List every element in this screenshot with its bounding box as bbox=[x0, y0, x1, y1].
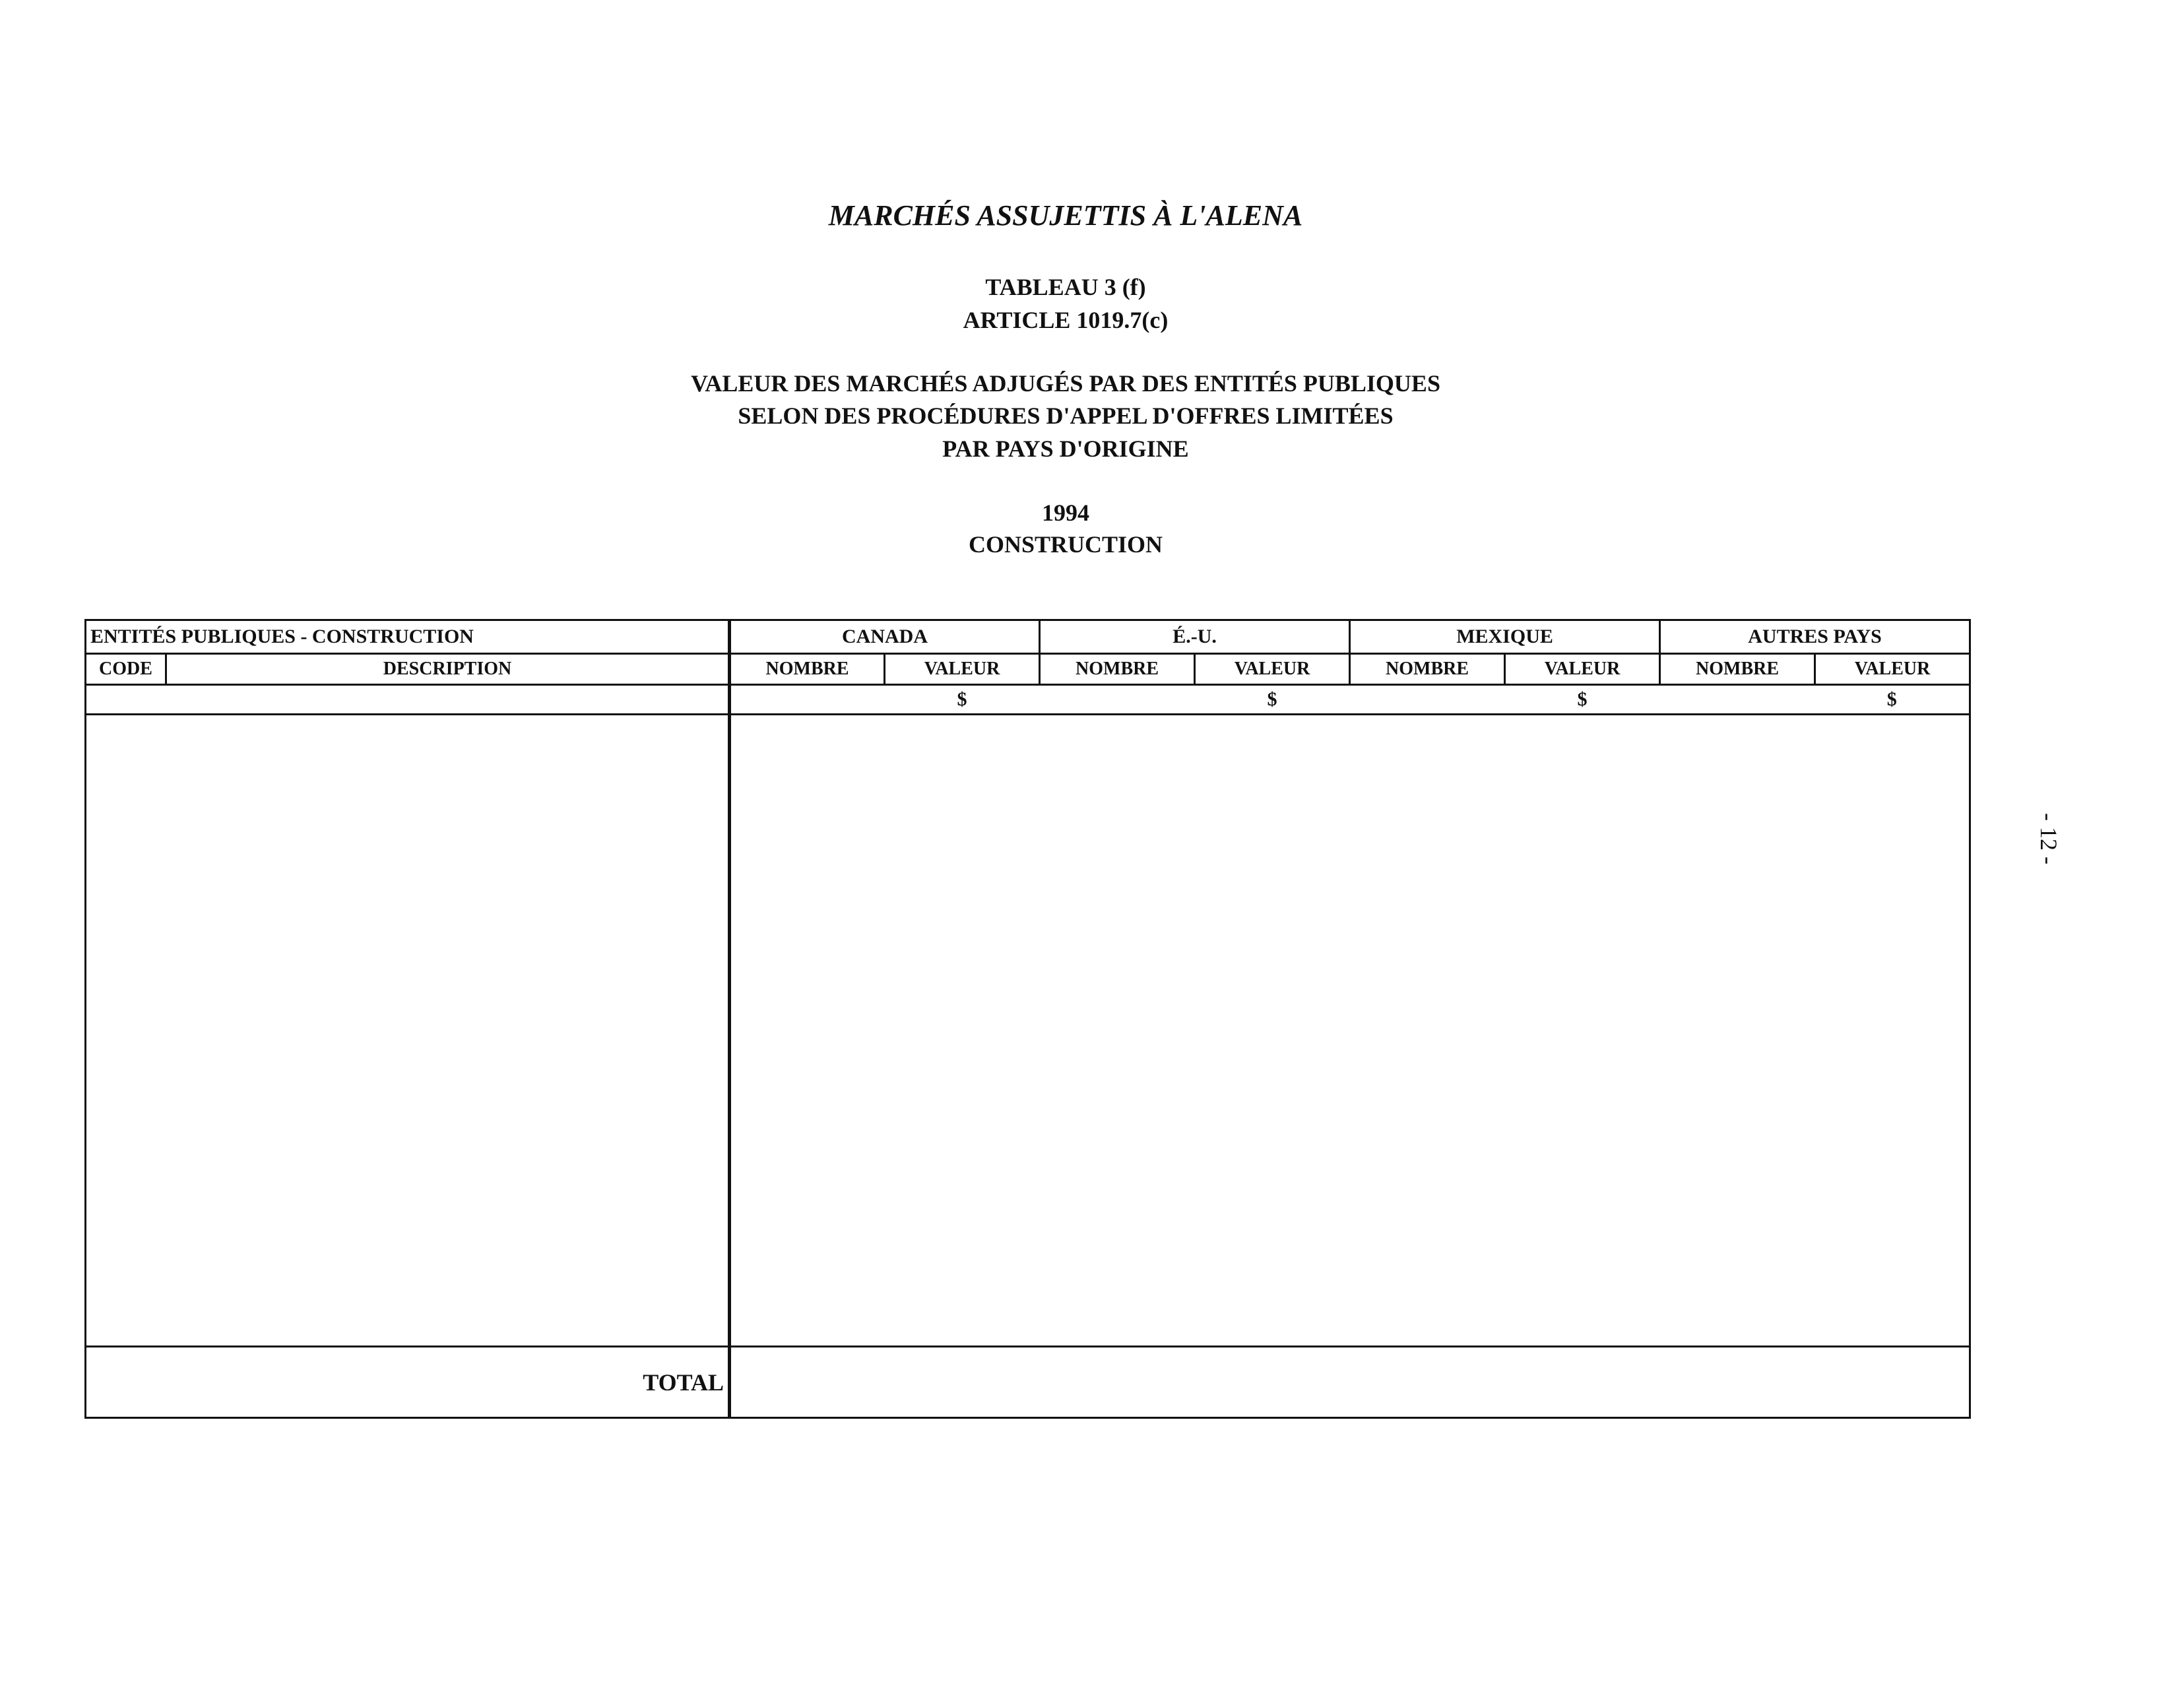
page-number: - 12 - bbox=[2036, 813, 2062, 864]
other-currency-symbol: $ bbox=[1815, 685, 1970, 715]
table-body-empty bbox=[86, 715, 1970, 1347]
canada-count-header: NOMBRE bbox=[730, 654, 885, 685]
other-count-header: NOMBRE bbox=[1660, 654, 1815, 685]
currency-units-row bbox=[86, 685, 1970, 715]
other-count-unit bbox=[1660, 685, 1815, 715]
table-label: TABLEAU 3 (f) bbox=[985, 274, 1146, 300]
canada-value-header: VALEUR bbox=[885, 654, 1040, 685]
canada-count-unit bbox=[730, 685, 885, 715]
table-header-row-1 bbox=[86, 620, 1970, 654]
usa-currency-symbol: $ bbox=[1195, 685, 1350, 715]
usa-count-header: NOMBRE bbox=[1040, 654, 1195, 685]
subtitle-line-1: VALEUR DES MARCHÉS ADJUGÉS PAR DES ENTITÉS PUBLIQUES bbox=[691, 370, 1440, 397]
country-header-other: AUTRES PAYS bbox=[1660, 620, 1970, 654]
procurement-table bbox=[84, 619, 1971, 1419]
canada-currency-symbol: $ bbox=[885, 685, 1040, 715]
sector-label: CONSTRUCTION bbox=[968, 531, 1163, 558]
country-header-usa: É.-U. bbox=[1040, 620, 1350, 654]
values-body-cell bbox=[730, 715, 1970, 1347]
total-row bbox=[86, 1347, 1970, 1418]
code-header: CODE bbox=[86, 654, 166, 685]
description-header: DESCRIPTION bbox=[166, 654, 730, 685]
mexico-count-header: NOMBRE bbox=[1350, 654, 1505, 685]
document-title: MARCHÉS ASSUJETTIS À L'ALENA bbox=[828, 199, 1303, 232]
total-values-cell bbox=[730, 1347, 1970, 1418]
total-label: TOTAL bbox=[86, 1347, 730, 1418]
usa-value-header: VALEUR bbox=[1195, 654, 1350, 685]
subtitle-line-3: PAR PAYS D'ORIGINE bbox=[942, 436, 1189, 462]
subtitle-line-2: SELON DES PROCÉDURES D'APPEL D'OFFRES LIMITÉES bbox=[738, 403, 1394, 429]
mexico-value-header: VALEUR bbox=[1505, 654, 1660, 685]
country-header-canada: CANADA bbox=[730, 620, 1040, 654]
units-spacer-left bbox=[86, 685, 730, 715]
report-year: 1994 bbox=[1042, 500, 1089, 526]
entities-body-cell bbox=[86, 715, 730, 1347]
article-reference: ARTICLE 1019.7(c) bbox=[963, 307, 1169, 333]
country-header-mexico: MEXIQUE bbox=[1350, 620, 1660, 654]
other-value-header: VALEUR bbox=[1815, 654, 1970, 685]
mexico-count-unit bbox=[1350, 685, 1505, 715]
usa-count-unit bbox=[1040, 685, 1195, 715]
mexico-currency-symbol: $ bbox=[1505, 685, 1660, 715]
entities-group-header: ENTITÉS PUBLIQUES - CONSTRUCTION bbox=[86, 620, 730, 654]
table-header-row-2 bbox=[86, 654, 1970, 685]
